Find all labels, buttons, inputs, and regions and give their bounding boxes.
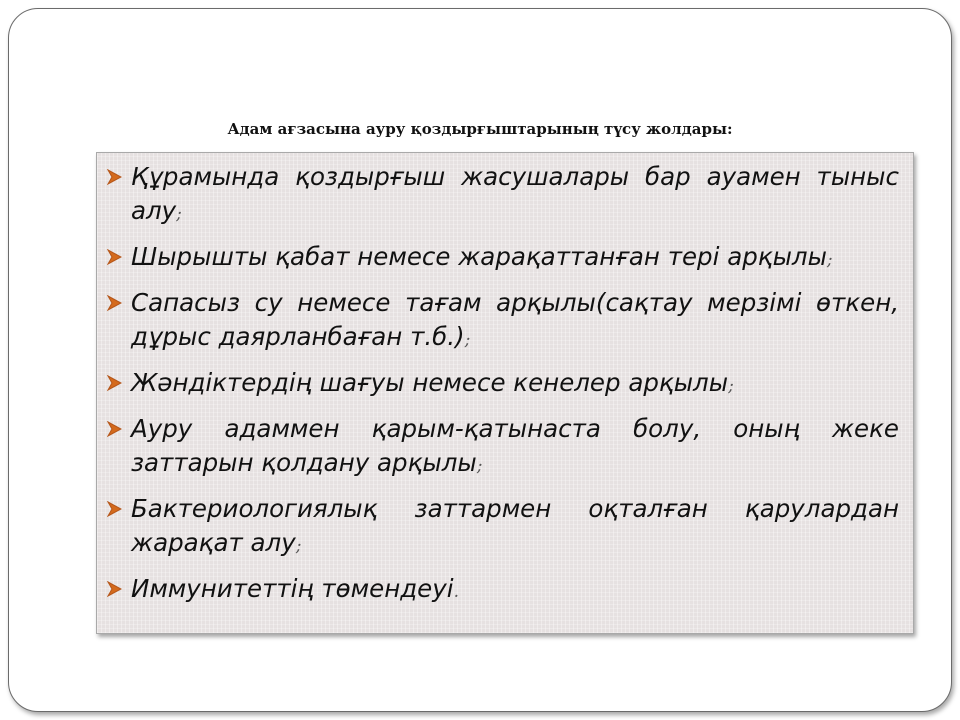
bullet-text: Иммунитеттің төмендеуі — [131, 574, 454, 603]
content-box — [96, 152, 914, 634]
bullet-list — [107, 160, 899, 609]
slide-title: Адам ағзасына ауру қоздырғыштарының түсу жолдары: — [227, 120, 733, 138]
bullet-item — [107, 286, 899, 357]
bullet-item — [107, 572, 899, 609]
bullet-punctuation: ; — [464, 330, 471, 350]
arrowhead-icon — [107, 421, 122, 437]
bullet-text: Бактериологиялық заттармен оқталған қарулардан жарақат алу — [131, 494, 899, 557]
arrowhead-icon — [107, 375, 122, 391]
bullet-text: Жәндіктердің шағуы немесе кенелер арқылы — [131, 368, 729, 397]
bullet-item — [107, 160, 899, 231]
bullet-punctuation: ; — [728, 376, 734, 396]
bullet-punctuation: ; — [176, 204, 182, 224]
bullet-punctuation: . — [453, 582, 459, 602]
arrowhead-icon — [107, 501, 122, 517]
bullet-item — [107, 492, 899, 563]
arrowhead-icon — [107, 169, 122, 185]
arrowhead-icon — [107, 249, 122, 265]
bullet-item — [107, 412, 899, 483]
bullet-punctuation: ; — [826, 250, 833, 270]
bullet-item — [107, 240, 899, 277]
bullet-text: Ауру адаммен қарым-қатынаста болу, оның жеке заттарын қолдану арқылы — [131, 414, 899, 477]
bullet-punctuation: ; — [295, 536, 302, 556]
arrowhead-icon — [107, 581, 122, 597]
bullet-item — [107, 366, 899, 403]
arrowhead-icon — [107, 295, 122, 311]
bullet-text: Шырышты қабат немесе жарақаттанған тері арқылы — [131, 242, 827, 271]
bullet-text: Сапасыз су немесе тағам арқылы(сақтау мерзімі өткен, дұрыс даярланбаған т.б.) — [131, 288, 899, 351]
bullet-text: Құрамында қоздырғыш жасушалары бар ауамен тыныс алу — [131, 162, 899, 225]
bullet-punctuation: ; — [476, 456, 483, 476]
